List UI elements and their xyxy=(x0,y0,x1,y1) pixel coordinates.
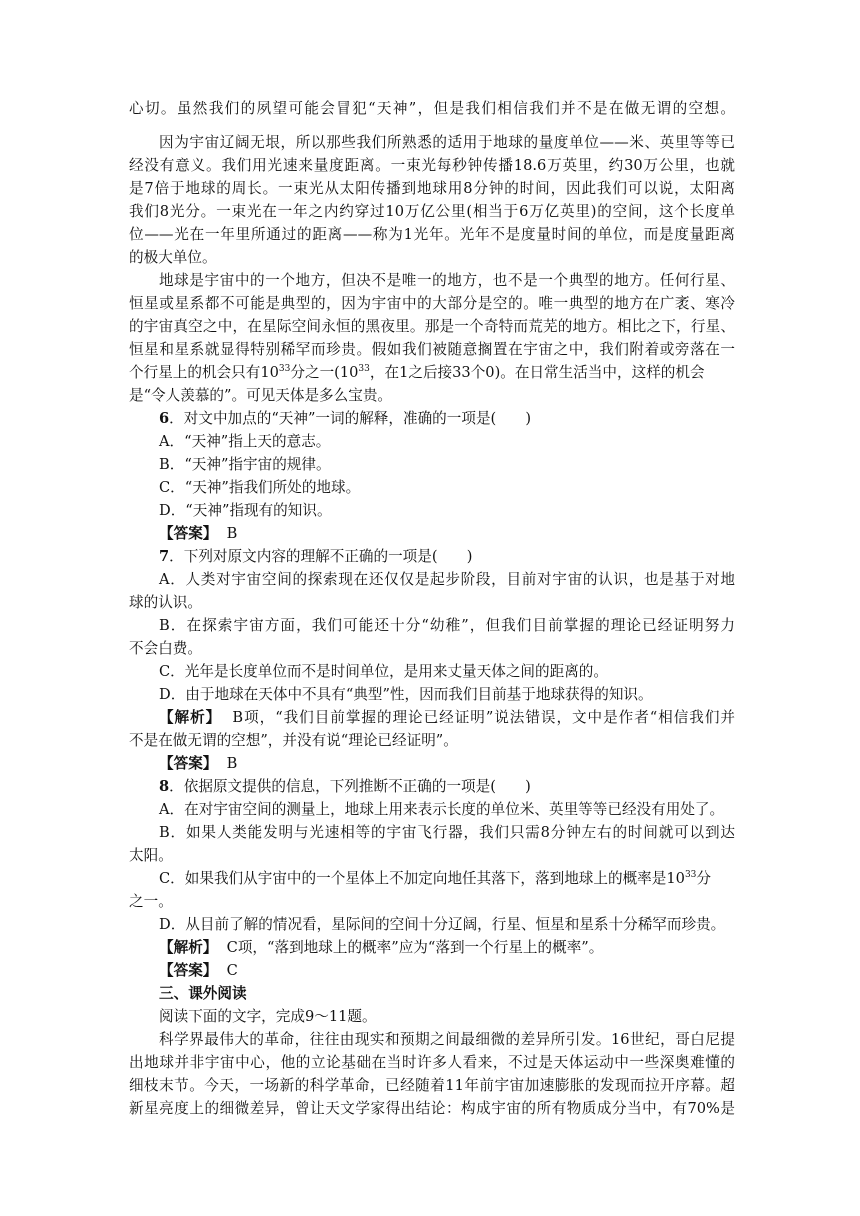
paragraph-line: 因为宇宙辽阔无垠，所以那些我们所熟悉的适用于地球的量度单位——米、英里等等已 xyxy=(159,134,735,151)
answer-value: B xyxy=(226,755,238,772)
paragraph-line: 恒星或星系都不可能是典型的，因为宇宙中的大部分是空的。唯一典型的地方在广袤、寒冷 xyxy=(129,295,735,312)
superscript: 33 xyxy=(684,870,697,881)
question-6 xyxy=(129,408,735,430)
option-c-cont: 之一。 xyxy=(129,893,173,910)
option-b-cont: 不会白费。 xyxy=(129,640,202,657)
superscript: 33 xyxy=(358,364,370,375)
paragraph-line: 是7倍于地球的周长。一束光从太阳传播到地球用8分钟的时间，因此我们可以说，太阳离 xyxy=(129,180,735,197)
answer-value: B xyxy=(226,525,238,542)
section-heading: 三、课外阅读 xyxy=(159,985,247,1002)
paragraph-line: 的宇宙真空之中，在星际空间永恒的黑夜里。那是一个奇特而荒芜的地方。相比之下，行星、 xyxy=(129,318,735,335)
option-d: D．由于地球在天体中不具有“典型”性，因而我们目前基于地球获得的知识。 xyxy=(159,686,653,703)
line-text: ，在1之后接33个0)。在日常生活当中，这样的机会 xyxy=(369,364,705,381)
option-c: C．“天神”指我们所处的地球。 xyxy=(159,479,361,496)
option-b: B．“天神”指宇宙的规律。 xyxy=(159,456,331,473)
paragraph-line: 新星亮度上的细微差异，曾让天文学家得出结论：构成宇宙的所有物质成分当中，有70%是 xyxy=(129,1100,735,1117)
analysis-line xyxy=(129,707,735,729)
paragraph-line: 科学界最伟大的革命，往往由现实和预期之间最细微的差异所引发。16世纪，哥白尼提 xyxy=(159,1031,735,1048)
answer-label: 【答案】 xyxy=(159,755,218,772)
option-c xyxy=(129,868,735,890)
superscript: 33 xyxy=(278,364,291,375)
line-text: C．如果我们从宇宙中的一个星体上不加定向地任其落下，落到地球上的概率是10 xyxy=(159,870,685,887)
instruction-line: 阅读下面的文字，完成9～11题。 xyxy=(159,1008,377,1025)
analysis-label: 【解析】 xyxy=(159,709,222,726)
answer-line xyxy=(129,960,735,982)
option-a-cont: 球的认识。 xyxy=(129,594,202,611)
option-a: A．“天神”指上天的意志。 xyxy=(159,433,331,450)
answer-line xyxy=(129,753,735,775)
option-d: D．“天神”指现有的知识。 xyxy=(159,502,332,519)
question-stem: ．下列对原文内容的理解不正确的一项是( ) xyxy=(169,548,473,565)
analysis-text: B项，“我们目前掌握的理论已经证明”说法错误，文中是作者“相信我们并 xyxy=(232,709,735,726)
paragraph-line: 是“令人羡慕的”。可见天体是多么宝贵。 xyxy=(129,387,393,404)
paragraph-line: 出地球并非宇宙中心，他的立论基础在当时许多人看来，不过是天体运动中一些深奥难懂的 xyxy=(129,1054,735,1071)
analysis-cont: 不是在做无谓的空想”，并没有说“理论已经证明”。 xyxy=(129,732,458,749)
paragraph-line: 经没有意义。我们用光速来量度距离。一束光每秒钟传播18.6万英里，约30万公里，也就 xyxy=(129,157,735,174)
answer-label: 【答案】 xyxy=(159,525,218,542)
option-a: A．在对宇宙空间的测量上，地球上用来表示长度的单位米、英里等等已经没有用处了。 xyxy=(159,801,725,818)
question-number: 8 xyxy=(159,778,170,795)
question-stem: ．对文中加点的“天神”一词的解释，准确的一项是( ) xyxy=(169,410,532,427)
option-d: D．从目前了解的情况看，星际间的空间十分辽阔，行星、恒星和星系十分稀罕而珍贵。 xyxy=(159,916,726,933)
question-8 xyxy=(129,776,735,798)
line-text: 分 xyxy=(696,870,711,887)
analysis-label: 【解析】 xyxy=(159,939,218,956)
paragraph-line: 心切。虽然我们的夙望可能会冒犯“天神”，但是我们相信我们并不是在做无谓的空想。 xyxy=(129,100,735,117)
analysis-line xyxy=(129,937,735,959)
question-number: 6 xyxy=(159,410,170,427)
option-b-cont: 太阳。 xyxy=(129,847,173,864)
answer-label: 【答案】 xyxy=(159,962,218,979)
question-stem: ．依据原文提供的信息，下列推断不正确的一项是( ) xyxy=(169,778,531,795)
paragraph-line: 位——光在一年里所通过的距离——称为1光年。光年不是度量时间的单位，而是度量距离 xyxy=(129,226,735,243)
question-number: 7 xyxy=(159,548,170,565)
option-c: C．光年是长度单位而不是时间单位，是用来丈量天体之间的距离的。 xyxy=(159,663,608,680)
paragraph-line: 细枝末节。今天，一场新的科学革命，已经随着11年前宇宙加速膨胀的发现而拉开序幕。超 xyxy=(129,1077,735,1094)
paragraph-line: 地球是宇宙中的一个地方，但决不是唯一的地方，也不是一个典型的地方。任何行星、 xyxy=(159,272,735,289)
paragraph-line xyxy=(129,362,735,384)
question-7 xyxy=(129,546,735,568)
answer-value: C xyxy=(226,962,238,979)
paragraph-line: 我们8光分。一束光在一年之内约穿过10万亿公里(相当于6万亿英里)的空间，这个长度单 xyxy=(129,203,735,220)
line-text: 个行星上的机会只有10 xyxy=(129,364,279,381)
option-a: A．人类对宇宙空间的探索现在还仅仅是起步阶段，目前对宇宙的认识，也是基于对地 xyxy=(159,571,735,588)
option-b: B．在探索宇宙方面，我们可能还十分“幼稚”，但我们目前掌握的理论已经证明努力 xyxy=(159,617,735,634)
line-text: 分之一(10 xyxy=(290,364,359,381)
analysis-text: C项，“落到地球上的概率”应为“落到一个行星上的概率”。 xyxy=(226,939,604,956)
answer-line xyxy=(129,523,735,545)
paragraph-line: 恒星和星系就显得特别稀罕而珍贵。假如我们被随意搁置在宇宙之中，我们附着或旁落在一 xyxy=(129,341,735,358)
paragraph-line: 的极大单位。 xyxy=(129,249,217,266)
option-b: B．如果人类能发明与光速相等的宇宙飞行器，我们只需8分钟左右的时间就可以到达 xyxy=(159,824,735,841)
